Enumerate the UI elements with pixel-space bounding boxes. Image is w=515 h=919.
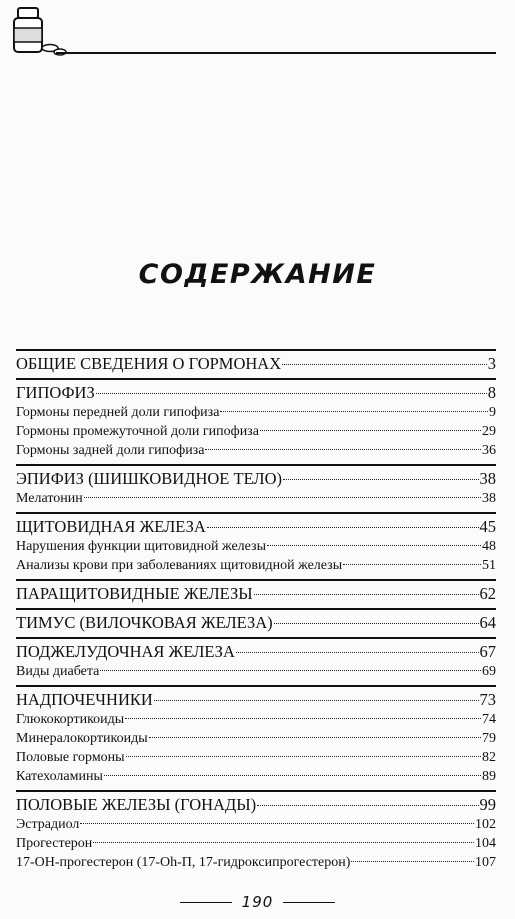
toc-subentry-page: 104 (475, 836, 496, 851)
dot-leader (149, 737, 481, 738)
toc-subentry-title: Эстрадиол (16, 817, 80, 832)
toc-subentry-title: 17-ОН-прогестерон (17-Oh-П, 17-гидроксипрогестерон) (16, 855, 351, 870)
toc-subentry-title: Гормоны задней доли гипофиза (16, 443, 205, 458)
toc-chapter[interactable] (16, 612, 496, 633)
toc-chapter-page: 62 (479, 584, 496, 603)
dot-leader (260, 430, 481, 431)
toc-subentry-page: 48 (482, 539, 496, 554)
toc-subentry-title: Прогестерон (16, 836, 93, 851)
toc-section (16, 637, 496, 681)
dot-leader (254, 594, 479, 595)
toc-subentry[interactable] (16, 537, 496, 556)
dot-leader (96, 393, 487, 394)
toc-subentry[interactable] (16, 441, 496, 460)
dot-leader (84, 497, 481, 498)
toc-chapter-page: 8 (487, 383, 496, 402)
toc-section (16, 378, 496, 460)
dot-leader (257, 805, 478, 806)
dot-leader (283, 479, 478, 480)
toc-chapter-title: ПОДЖЕЛУДОЧНАЯ ЖЕЛЕЗА (16, 642, 235, 661)
toc-chapter-page: 38 (479, 469, 496, 488)
toc-subentry-page: 79 (482, 731, 496, 746)
toc-section (16, 579, 496, 604)
toc-subentry-page: 89 (482, 769, 496, 784)
toc-subentry[interactable] (16, 748, 496, 767)
toc-subentry-title: Нарушения функции щитовидной железы (16, 539, 266, 554)
toc-subentry-page: 9 (489, 405, 496, 420)
toc-chapter-title: НАДПОЧЕЧНИКИ (16, 690, 153, 709)
dot-leader (343, 564, 481, 565)
toc-subentry-title: Анализы крови при заболеваниях щитовидной железы (16, 558, 343, 573)
toc-subentry[interactable] (16, 662, 496, 681)
toc-chapter[interactable] (16, 468, 496, 489)
toc-subentry-page: 38 (482, 491, 496, 506)
toc-subentry-title: Минералокортикоиды (16, 731, 148, 746)
toc-chapter-title: ПОЛОВЫЕ ЖЕЛЕЗЫ (ГОНАДЫ) (16, 795, 257, 814)
pill-bottle-icon (6, 0, 68, 58)
dot-leader (207, 527, 479, 528)
toc-subentry-page: 102 (475, 817, 496, 832)
dot-leader (93, 842, 474, 843)
toc-subentry[interactable] (16, 710, 496, 729)
toc-chapter-title: ПАРАЩИТОВИДНЫЕ ЖЕЛЕЗЫ (16, 584, 253, 603)
toc-subentry[interactable] (16, 853, 496, 872)
dot-leader (351, 861, 474, 862)
toc-subentry[interactable] (16, 767, 496, 786)
toc-section (16, 512, 496, 575)
toc-subentry-title: Катехоламины (16, 769, 103, 784)
footer-rule-left (180, 902, 232, 903)
toc-subentry-title: Виды диабета (16, 664, 100, 679)
toc-subentry-title: Мелатонин (16, 491, 83, 506)
toc-section (16, 685, 496, 786)
toc-subentry[interactable] (16, 403, 496, 422)
toc-subentry[interactable] (16, 815, 496, 834)
dot-leader (80, 823, 474, 824)
dot-leader (220, 411, 488, 412)
toc-subentry[interactable] (16, 556, 496, 575)
toc-chapter-title: ЭПИФИЗ (ШИШКОВИДНОЕ ТЕЛО) (16, 469, 283, 488)
dot-leader (274, 623, 479, 624)
toc-chapter[interactable] (16, 794, 496, 815)
toc-subentry-page: 74 (482, 712, 496, 727)
toc-chapter-page: 99 (479, 795, 496, 814)
dot-leader (104, 775, 481, 776)
toc-chapter[interactable] (16, 583, 496, 604)
dot-leader (125, 718, 481, 719)
dot-leader (282, 364, 487, 365)
toc-chapter-title: ГИПОФИЗ (16, 383, 95, 402)
toc-chapter[interactable] (16, 516, 496, 537)
toc-chapter-page: 3 (487, 354, 496, 373)
page-footer (0, 893, 515, 911)
toc-subentry-title: Гормоны передней доли гипофиза (16, 405, 220, 420)
toc-chapter-page: 45 (479, 517, 496, 536)
dot-leader (126, 756, 481, 757)
toc-chapter-page: 64 (479, 613, 496, 632)
dot-leader (154, 700, 479, 701)
toc-section (16, 464, 496, 508)
toc-chapter-title: ОБЩИЕ СВЕДЕНИЯ О ГОРМОНАХ (16, 354, 282, 373)
page-number: 190 (241, 893, 274, 911)
toc-chapter[interactable] (16, 353, 496, 374)
dot-leader (205, 449, 481, 450)
toc-subentry[interactable] (16, 729, 496, 748)
toc-subentry-page: 51 (482, 558, 496, 573)
dot-leader (100, 670, 481, 671)
header-rule (56, 52, 496, 54)
toc-chapter-page: 67 (479, 642, 496, 661)
toc-subentry-title: Половые гормоны (16, 750, 125, 765)
toc-chapter[interactable] (16, 641, 496, 662)
toc-section (16, 790, 496, 872)
toc-subentry-page: 29 (482, 424, 496, 439)
toc-subentry[interactable] (16, 422, 496, 441)
toc-subentry[interactable] (16, 834, 496, 853)
toc-subentry-page: 69 (482, 664, 496, 679)
toc-subentry-title: Глюкокортикоиды (16, 712, 125, 727)
toc-chapter-title: ТИМУС (ВИЛОЧКОВАЯ ЖЕЛЕЗА) (16, 613, 273, 632)
toc-subentry[interactable] (16, 489, 496, 508)
dot-leader (267, 545, 481, 546)
toc-subentry-page: 107 (475, 855, 496, 870)
page-title: СОДЕРЖАНИЕ (138, 259, 377, 290)
toc-subentry-title: Гормоны промежуточной доли гипофиза (16, 424, 259, 439)
toc-chapter-title: ЩИТОВИДНАЯ ЖЕЛЕЗА (16, 517, 206, 536)
toc-chapter[interactable] (16, 382, 496, 403)
toc-section (16, 349, 496, 374)
dot-leader (236, 652, 479, 653)
toc-subentry-page: 82 (482, 750, 496, 765)
toc-subentry-page: 36 (482, 443, 496, 458)
footer-rule-right (283, 902, 335, 903)
toc-chapter[interactable] (16, 689, 496, 710)
table-of-contents (16, 349, 496, 872)
toc-chapter-page: 73 (479, 690, 496, 709)
toc-section (16, 608, 496, 633)
